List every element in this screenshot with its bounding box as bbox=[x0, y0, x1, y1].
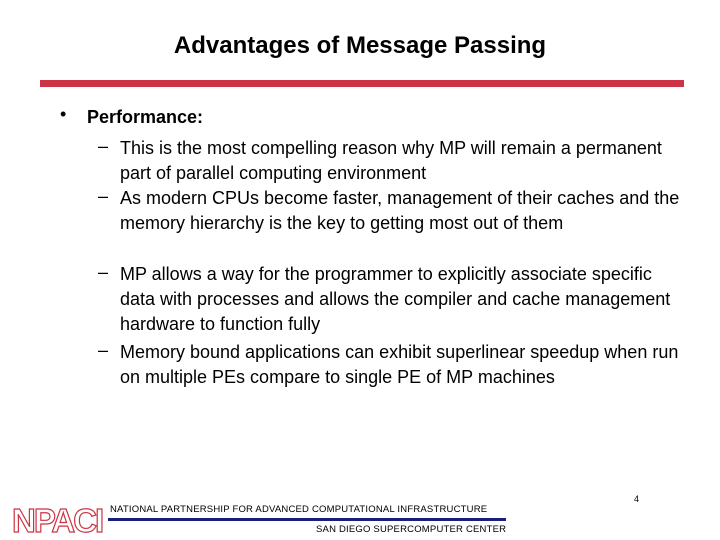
title-divider bbox=[40, 80, 684, 87]
dash-marker: – bbox=[98, 262, 109, 282]
logo-text: NPACI bbox=[12, 502, 103, 538]
dash-marker: – bbox=[98, 186, 109, 206]
dash-marker: – bbox=[98, 136, 109, 156]
bullet-label: Performance: bbox=[87, 107, 204, 127]
sub-bullet-text: As modern CPUs become faster, management of their caches and the memory hierarchy is the key to getting most out of them bbox=[120, 188, 680, 233]
sub-bullet-text: MP allows a way for the programmer to explicitly associate specific data with processes and allows the compiler and cache management hardware to function fully bbox=[120, 264, 671, 334]
sub-bullet-text: This is the most compelling reason why MP will remain a permanent part of parallel computing environment bbox=[120, 138, 662, 183]
footer-divider bbox=[108, 518, 506, 521]
bullet-marker: • bbox=[60, 104, 67, 124]
footer-organization: NATIONAL PARTNERSHIP FOR ADVANCED COMPUTATIONAL INFRASTRUCTURE bbox=[110, 504, 488, 515]
npaci-logo bbox=[12, 500, 108, 538]
page-number: 4 bbox=[634, 494, 640, 504]
footer-center: SAN DIEGO SUPERCOMPUTER CENTER bbox=[316, 524, 507, 535]
sub-bullet-text: Memory bound applications can exhibit superlinear speedup when run on multiple PEs compare to single PE of MP machines bbox=[120, 342, 679, 387]
slide-title: Advantages of Message Passing bbox=[173, 32, 547, 59]
dash-marker: – bbox=[98, 340, 109, 360]
